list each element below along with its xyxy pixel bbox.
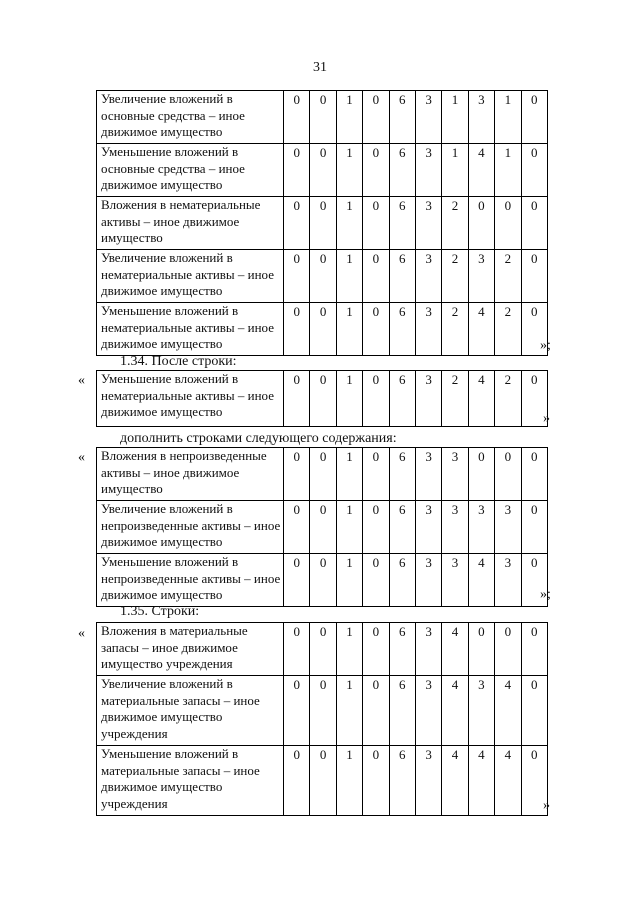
page-number: 31 xyxy=(313,60,327,75)
code-digit: 0 xyxy=(521,197,547,250)
code-digit: 0 xyxy=(310,144,336,197)
code-digit: 4 xyxy=(468,746,494,816)
code-digit: 1 xyxy=(442,144,468,197)
row-label: Увеличение вложений в непроизведенные активы – иное движимое имущество xyxy=(97,501,284,554)
row-label: Вложения в нематериальные активы – иное движимое имущество xyxy=(97,197,284,250)
close-quote: » xyxy=(543,798,550,813)
code-digit: 0 xyxy=(284,303,310,356)
code-digit: 2 xyxy=(442,197,468,250)
code-digit: 4 xyxy=(495,746,521,816)
paragraph-1-35: 1.35. Строки: xyxy=(120,604,200,619)
code-digit: 0 xyxy=(310,746,336,816)
code-digit: 6 xyxy=(389,91,415,144)
code-digit: 0 xyxy=(363,448,389,501)
code-digit: 1 xyxy=(495,91,521,144)
code-digit: 0 xyxy=(363,554,389,607)
code-digit: 0 xyxy=(310,623,336,676)
code-digit: 3 xyxy=(415,371,441,427)
table-row xyxy=(97,250,548,303)
code-digit: 0 xyxy=(521,501,547,554)
code-table-4 xyxy=(96,622,548,816)
code-digit: 3 xyxy=(415,91,441,144)
code-digit: 6 xyxy=(389,623,415,676)
code-digit: 4 xyxy=(468,371,494,427)
code-digit: 0 xyxy=(284,501,310,554)
code-digit: 0 xyxy=(284,676,310,746)
code-digit: 0 xyxy=(284,144,310,197)
code-digit: 1 xyxy=(442,91,468,144)
code-digit: 0 xyxy=(521,144,547,197)
code-digit: 3 xyxy=(442,501,468,554)
code-digit: 0 xyxy=(521,303,547,356)
code-digit: 0 xyxy=(363,197,389,250)
code-digit: 1 xyxy=(336,676,362,746)
code-digit: 2 xyxy=(442,303,468,356)
code-digit: 1 xyxy=(336,250,362,303)
row-label: Вложения в непроизведенные активы – иное движимое имущество xyxy=(97,448,284,501)
code-digit: 3 xyxy=(415,448,441,501)
code-digit: 0 xyxy=(284,448,310,501)
code-digit: 2 xyxy=(442,371,468,427)
row-label: Увеличение вложений в материальные запасы – иное движимое имущество учреждения xyxy=(97,676,284,746)
code-digit: 0 xyxy=(363,676,389,746)
code-digit: 3 xyxy=(415,250,441,303)
code-digit: 3 xyxy=(495,501,521,554)
code-digit: 3 xyxy=(415,746,441,816)
close-quote: » xyxy=(543,411,550,426)
code-digit: 0 xyxy=(310,448,336,501)
code-table-3 xyxy=(96,447,548,607)
code-digit: 0 xyxy=(284,197,310,250)
paragraph-add-rows: дополнить строками следующего содержания: xyxy=(120,431,397,446)
code-digit: 4 xyxy=(442,746,468,816)
code-digit: 0 xyxy=(363,746,389,816)
code-digit: 0 xyxy=(284,746,310,816)
row-label: Увеличение вложений в нематериальные активы – иное движимое имущество xyxy=(97,250,284,303)
code-digit: 0 xyxy=(310,91,336,144)
code-digit: 6 xyxy=(389,250,415,303)
table-row xyxy=(97,746,548,816)
code-digit: 1 xyxy=(336,144,362,197)
table-row xyxy=(97,144,548,197)
code-digit: 1 xyxy=(336,91,362,144)
code-digit: 3 xyxy=(495,554,521,607)
close-quote: »; xyxy=(540,587,551,602)
code-digit: 1 xyxy=(495,144,521,197)
code-digit: 0 xyxy=(363,371,389,427)
code-digit: 0 xyxy=(521,554,547,607)
code-digit: 3 xyxy=(415,554,441,607)
code-digit: 0 xyxy=(495,448,521,501)
code-digit: 0 xyxy=(521,250,547,303)
code-digit: 6 xyxy=(389,144,415,197)
code-digit: 0 xyxy=(468,623,494,676)
code-digit: 1 xyxy=(336,448,362,501)
code-digit: 0 xyxy=(521,371,547,427)
table-row xyxy=(97,448,548,501)
table-row xyxy=(97,623,548,676)
code-digit: 2 xyxy=(495,371,521,427)
code-digit: 6 xyxy=(389,371,415,427)
code-digit: 0 xyxy=(468,448,494,501)
table-row xyxy=(97,91,548,144)
code-digit: 0 xyxy=(363,623,389,676)
code-digit: 3 xyxy=(415,623,441,676)
code-digit: 4 xyxy=(468,303,494,356)
code-digit: 0 xyxy=(310,501,336,554)
code-digit: 0 xyxy=(284,371,310,427)
table-row xyxy=(97,371,548,427)
open-quote: « xyxy=(78,450,85,465)
code-digit: 4 xyxy=(442,676,468,746)
row-label: Уменьшение вложений в основные средства – иное движимое имущество xyxy=(97,144,284,197)
table-row xyxy=(97,501,548,554)
code-digit: 3 xyxy=(415,676,441,746)
code-digit: 0 xyxy=(310,303,336,356)
code-digit: 4 xyxy=(442,623,468,676)
code-digit: 1 xyxy=(336,746,362,816)
code-table-1 xyxy=(96,90,548,356)
code-digit: 3 xyxy=(468,501,494,554)
code-table-2 xyxy=(96,370,548,427)
code-digit: 2 xyxy=(495,303,521,356)
code-digit: 1 xyxy=(336,303,362,356)
code-digit: 1 xyxy=(336,501,362,554)
code-digit: 3 xyxy=(468,91,494,144)
code-digit: 1 xyxy=(336,197,362,250)
code-digit: 6 xyxy=(389,676,415,746)
code-digit: 3 xyxy=(468,676,494,746)
code-digit: 0 xyxy=(363,501,389,554)
code-digit: 3 xyxy=(415,197,441,250)
table-row xyxy=(97,197,548,250)
row-label: Вложения в материальные запасы – иное движимое имущество учреждения xyxy=(97,623,284,676)
code-digit: 3 xyxy=(415,303,441,356)
code-digit: 0 xyxy=(468,197,494,250)
code-digit: 0 xyxy=(363,91,389,144)
code-digit: 1 xyxy=(336,554,362,607)
code-digit: 0 xyxy=(495,197,521,250)
code-digit: 3 xyxy=(442,448,468,501)
row-label: Уменьшение вложений в материальные запасы – иное движимое имущество учреждения xyxy=(97,746,284,816)
code-digit: 0 xyxy=(521,746,547,816)
code-digit: 3 xyxy=(442,554,468,607)
code-digit: 0 xyxy=(284,250,310,303)
code-digit: 0 xyxy=(521,623,547,676)
code-digit: 4 xyxy=(468,144,494,197)
table-row xyxy=(97,303,548,356)
code-digit: 0 xyxy=(521,676,547,746)
code-digit: 0 xyxy=(521,91,547,144)
code-digit: 0 xyxy=(284,554,310,607)
code-digit: 0 xyxy=(284,91,310,144)
code-digit: 1 xyxy=(336,371,362,427)
row-label: Увеличение вложений в основные средства – иное движимое имущество xyxy=(97,91,284,144)
code-digit: 0 xyxy=(363,303,389,356)
code-digit: 2 xyxy=(442,250,468,303)
code-digit: 0 xyxy=(310,371,336,427)
code-digit: 0 xyxy=(310,197,336,250)
code-digit: 0 xyxy=(284,623,310,676)
open-quote: « xyxy=(78,626,85,641)
paragraph-1-34: 1.34. После строки: xyxy=(120,354,237,369)
code-digit: 3 xyxy=(415,501,441,554)
code-digit: 0 xyxy=(310,250,336,303)
table-row xyxy=(97,676,548,746)
code-digit: 3 xyxy=(415,144,441,197)
code-digit: 0 xyxy=(310,676,336,746)
open-quote: « xyxy=(78,373,85,388)
code-digit: 0 xyxy=(310,554,336,607)
code-digit: 4 xyxy=(468,554,494,607)
table-row xyxy=(97,554,548,607)
row-label: Уменьшение вложений в нематериальные активы – иное движимое имущество xyxy=(97,303,284,356)
code-digit: 3 xyxy=(468,250,494,303)
code-digit: 6 xyxy=(389,448,415,501)
code-digit: 6 xyxy=(389,554,415,607)
code-digit: 0 xyxy=(521,448,547,501)
code-digit: 6 xyxy=(389,746,415,816)
code-digit: 1 xyxy=(336,623,362,676)
row-label: Уменьшение вложений в нематериальные активы – иное движимое имущество xyxy=(97,371,284,427)
code-digit: 6 xyxy=(389,501,415,554)
code-digit: 0 xyxy=(495,623,521,676)
code-digit: 2 xyxy=(495,250,521,303)
row-label: Уменьшение вложений в непроизведенные активы – иное движимое имущество xyxy=(97,554,284,607)
code-digit: 6 xyxy=(389,197,415,250)
code-digit: 4 xyxy=(495,676,521,746)
code-digit: 0 xyxy=(363,250,389,303)
close-quote: »; xyxy=(540,338,551,353)
code-digit: 6 xyxy=(389,303,415,356)
code-digit: 0 xyxy=(363,144,389,197)
